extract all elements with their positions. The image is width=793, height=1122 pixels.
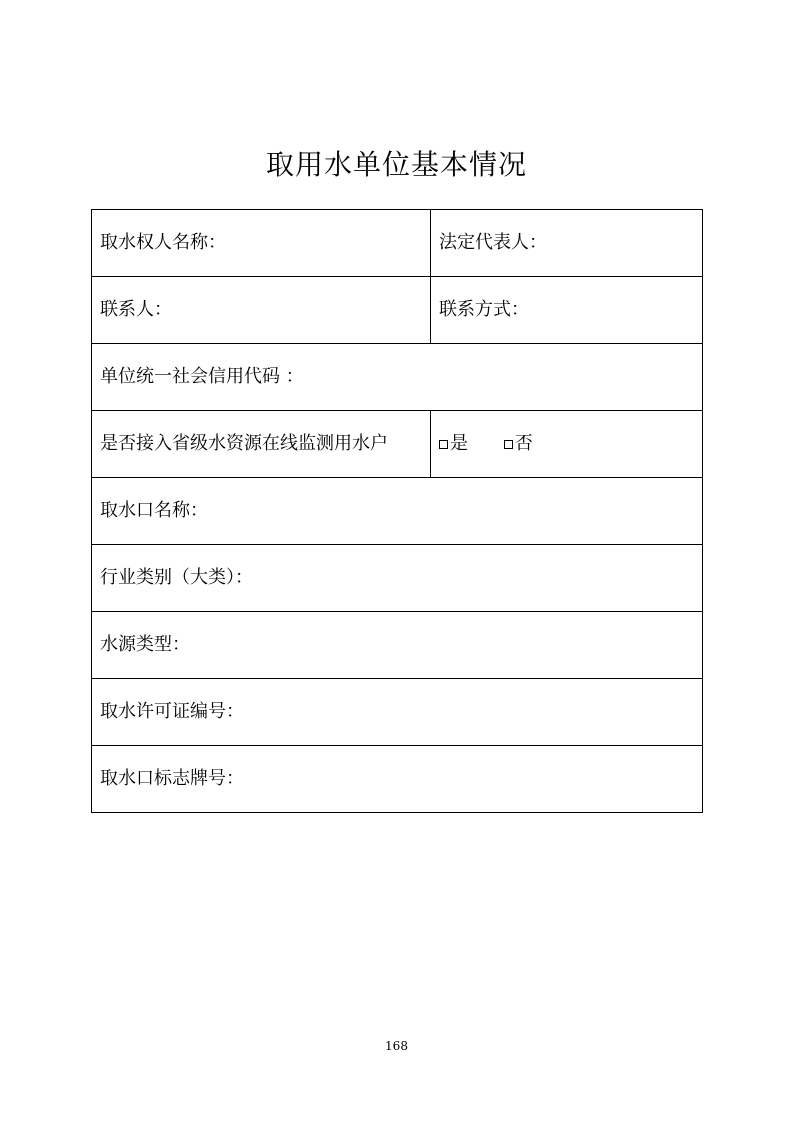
table-row <box>92 478 703 545</box>
table-row <box>92 545 703 612</box>
table-row <box>92 679 703 746</box>
option-yes-label: 是 <box>450 433 468 455</box>
water-source-type-field[interactable]: 水源类型： <box>92 612 703 679</box>
holder-name-field[interactable]: 取水权人名称： <box>92 210 431 277</box>
permit-number-field[interactable]: 取水许可证编号： <box>92 679 703 746</box>
page-title: 取用水单位基本情况 <box>265 148 527 181</box>
yes-checkbox[interactable] <box>439 440 448 449</box>
table-row <box>92 746 703 813</box>
table-row <box>92 344 703 411</box>
option-no-label: 否 <box>514 433 533 455</box>
online-monitoring-options <box>431 411 703 478</box>
option-yes[interactable] <box>439 433 468 455</box>
page-number: 168 <box>385 1039 408 1053</box>
table-row <box>92 210 703 277</box>
industry-field[interactable]: 行业类别（大类）： <box>92 545 703 612</box>
contact-method-field[interactable]: 联系方式： <box>431 277 703 344</box>
legal-representative-field[interactable]: 法定代表人： <box>431 210 703 277</box>
basic-info-table <box>91 209 703 813</box>
table-row <box>92 612 703 679</box>
contact-person-field[interactable]: 联系人： <box>92 277 431 344</box>
intake-sign-number-field[interactable]: 取水口标志牌号： <box>92 746 703 813</box>
table-row <box>92 277 703 344</box>
table-row <box>92 411 703 478</box>
online-monitoring-label: 是否接入省级水资源在线监测用水户 <box>92 411 431 478</box>
no-checkbox[interactable] <box>504 440 513 449</box>
option-no[interactable] <box>504 433 533 455</box>
intake-name-field[interactable]: 取水口名称： <box>92 478 703 545</box>
credit-code-field[interactable]: 单位统一社会信用代码 ： <box>92 344 703 411</box>
